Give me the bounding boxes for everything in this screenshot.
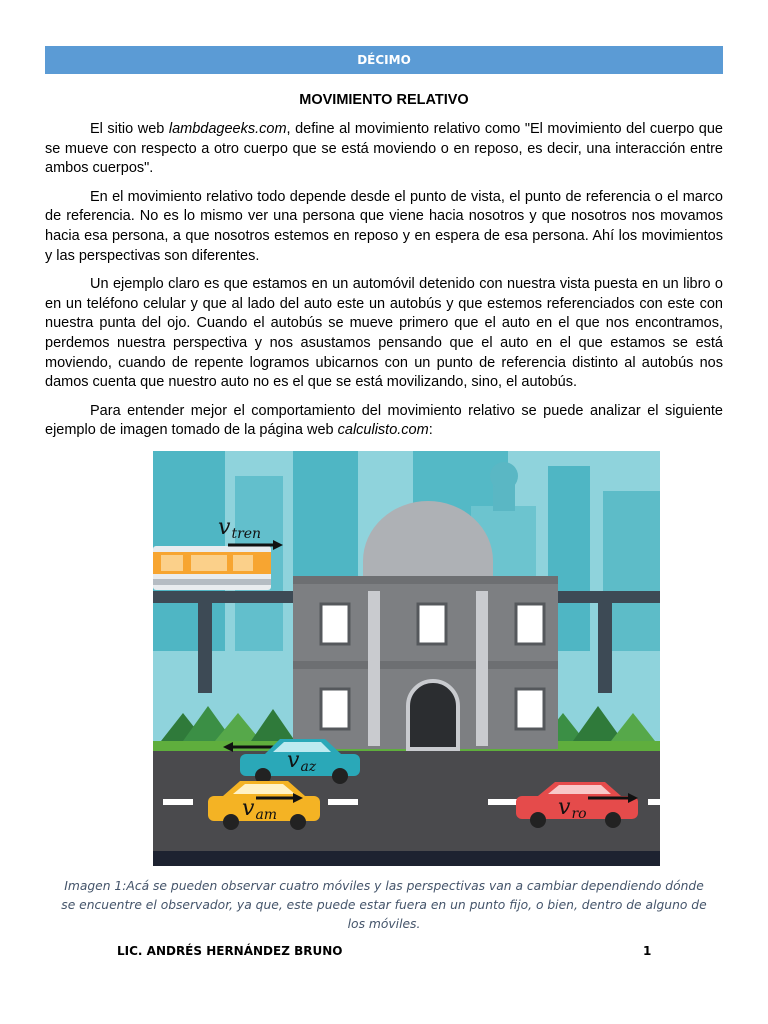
paragraph-4: Para entender mejor el comportamiento del movimiento relativo se puede analizar el siguiente ejemplo de imagen tomado de la página web calculisto.com:: [45, 402, 723, 439]
label-v-tren: vtren: [218, 515, 262, 542]
caption-prefix: Imagen 1:: [64, 879, 127, 893]
relative-motion-illustration: [153, 451, 660, 866]
figure-caption: [60, 877, 708, 934]
paragraph-3: Un ejemplo claro es que estamos en un automóvil detenido con nuestra vista puesta en un libro o en un teléfono celular y que al lado del auto este un autobús y que estemos referenciados con este con nuestra punta del ojo. Cuando el autobús se mueve primero que el auto en el que nos encontramos, perdemos nuestra perspectiva y nos asustamos pensando que el auto en el que estamos se está moviendo, cuando de repente logramos ubicarnos con un punto de referencia distinto al autobús nos damos cuenta que nuestro auto no es el que se está movilizando, sino, el autobús.: [45, 276, 723, 391]
page-title: MOVIMIENTO RELATIVO: [299, 92, 469, 108]
section-header-label: DÉCIMO: [357, 53, 411, 67]
caption-text: Acá se pueden observar cuatro móviles y las perspectivas van a cambiar dependiendo dónde se encuentre el observador, ya que, este puede estar fuera en un punto fijo, o bien, dentro de alguno de los móviles.: [61, 879, 707, 931]
page-number: 1: [643, 944, 652, 958]
section-header-bar: [45, 46, 723, 74]
train: [153, 546, 271, 590]
paragraph-2: En el movimiento relativo todo depende desde el punto de vista, el punto de referencia o el marco de referencia. No es lo mismo ver una persona que viene hacia nosotros y que nosotros nos movamos hacia esa persona, a que nosotros estemos en reposo y en espera de esa persona. Ahí los movimientos y las perspectivas son diferentes.: [45, 188, 723, 264]
site-reference-calculisto: calculisto.com: [337, 422, 429, 439]
footer-author: LIC. ANDRÉS HERNÁNDEZ BRUNO: [117, 944, 343, 958]
body-text: [45, 120, 723, 450]
label-v-ro: vro: [558, 795, 587, 822]
site-reference-lambdageeks: lambdageeks.com: [168, 121, 287, 137]
paragraph-1: El sitio web lambdageeks.com, define al movimiento relativo como "El movimiento del cuerpo que se mueve con respecto a otro cuerpo que se está moviendo o en reposo, es decir, una interacción entre ambos cuerpos".: [45, 121, 723, 177]
label-v-az: vaz: [287, 748, 317, 775]
label-v-am: vam: [242, 796, 278, 823]
city-scene: [153, 451, 660, 866]
